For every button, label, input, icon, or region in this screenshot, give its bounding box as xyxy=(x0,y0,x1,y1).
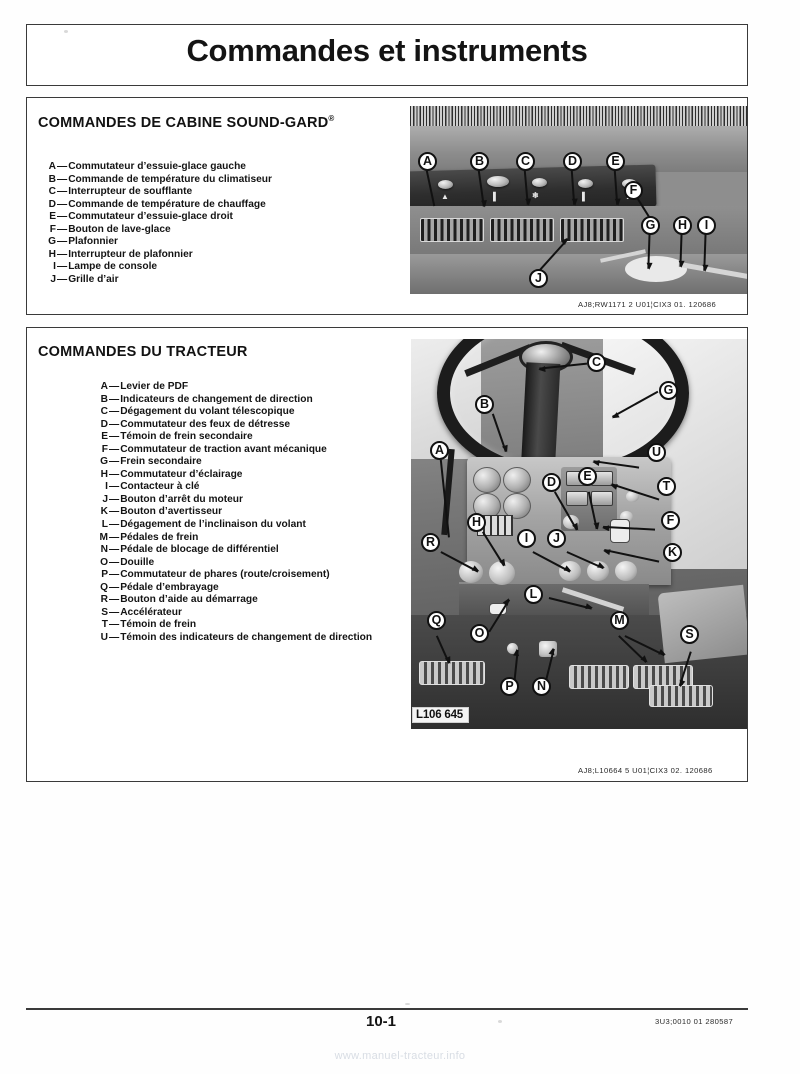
legend-item xyxy=(93,557,372,570)
callout-S: S xyxy=(680,625,699,644)
legend-item xyxy=(41,249,272,262)
site-watermark: www.manuel-tracteur.info xyxy=(334,1050,466,1062)
legend-item xyxy=(93,544,372,557)
legend-item xyxy=(41,261,272,274)
gauge-top-left xyxy=(473,467,501,493)
legend-dash: — xyxy=(109,493,120,505)
callout-E: E xyxy=(606,152,625,171)
callout-D: D xyxy=(563,152,582,171)
legend-text: Frein secondaire xyxy=(120,456,202,468)
callout-G: G xyxy=(641,216,660,235)
callout-J: J xyxy=(529,269,548,288)
legend-item xyxy=(41,199,272,212)
fan-icon: ❄ xyxy=(532,191,539,200)
legend-key: C xyxy=(100,406,108,418)
legend-text: Bouton d’arrêt du moteur xyxy=(120,493,243,505)
brake-pedal-left xyxy=(569,665,629,689)
legend-key: R xyxy=(100,594,108,606)
legend-key: E xyxy=(101,431,108,443)
callout-L: L xyxy=(524,585,543,604)
legend-item xyxy=(93,444,372,457)
legend-item xyxy=(93,607,372,620)
ac-temperature-knob xyxy=(487,176,509,187)
legend-text: Pédale d’embrayage xyxy=(120,581,219,593)
legend-dash: — xyxy=(57,236,68,248)
registered-trademark-icon: ® xyxy=(328,114,335,123)
legend-key: K xyxy=(100,506,108,518)
legend-item xyxy=(93,619,372,632)
callout-D: D xyxy=(542,473,561,492)
legend-item xyxy=(41,224,272,237)
legend-key: O xyxy=(100,556,108,568)
callout-T: T xyxy=(657,477,676,496)
scan-speck xyxy=(498,1020,502,1023)
legend-dash: — xyxy=(109,556,120,568)
legend-text: Témoin de frein secondaire xyxy=(120,431,253,443)
legend-text: Commutateur d’essuie-glace gauche xyxy=(68,161,246,172)
legend-key: B xyxy=(100,393,108,405)
legend-text: Commutateur d’essuie-glace droit xyxy=(68,211,233,223)
blower-switch-knob xyxy=(532,178,547,187)
indicator-lamp-B xyxy=(566,491,588,506)
legend-text: Bouton d’aide au démarrage xyxy=(120,594,258,606)
legend-dash: — xyxy=(109,418,120,430)
section-1-heading xyxy=(38,114,334,131)
legend-dash: — xyxy=(109,606,120,618)
callout-Q: Q xyxy=(427,611,446,630)
page-title: Commandes et instruments xyxy=(186,33,588,68)
legend-text: Pédales de frein xyxy=(120,531,199,543)
legend-key: S xyxy=(101,606,108,618)
legend-item xyxy=(93,632,372,645)
section-1-heading-text: COMMANDES DE CABINE SOUND-GARD xyxy=(38,114,329,131)
legend-dash: — xyxy=(57,261,68,273)
legend-text: Commutateur de phares (route/croisement) xyxy=(120,569,330,581)
figure-tractor-cab-photo xyxy=(411,339,747,729)
air-grille-right xyxy=(560,218,624,242)
legend-dash: — xyxy=(57,248,68,260)
legend-text: Interrupteur de soufflante xyxy=(68,186,193,198)
section-2-heading-text: COMMANDES DU TRACTEUR xyxy=(38,344,248,360)
legend-item xyxy=(41,174,272,187)
legend-dash: — xyxy=(57,161,68,172)
legend-dash: — xyxy=(109,519,120,531)
legend-key: U xyxy=(100,631,108,643)
legend-item xyxy=(93,419,372,432)
legend-dash: — xyxy=(109,631,120,643)
callout-B: B xyxy=(475,395,494,414)
legend-key: I xyxy=(53,261,56,273)
legend-dash: — xyxy=(109,443,120,455)
callout-I: I xyxy=(517,529,536,548)
legend-key: G xyxy=(48,236,56,248)
callout-H: H xyxy=(673,216,692,235)
legend-item xyxy=(93,381,372,394)
legend-key: F xyxy=(49,223,56,235)
legend-text: Interrupteur de plafonnier xyxy=(68,248,193,260)
callout-O: O xyxy=(470,624,489,643)
legend-dash: — xyxy=(109,456,120,468)
mfwd-switch xyxy=(610,519,630,543)
legend-dash: — xyxy=(57,173,68,185)
legend-item xyxy=(41,236,272,249)
callout-H: H xyxy=(467,513,486,532)
legend-item xyxy=(93,394,372,407)
callout-F: F xyxy=(624,181,643,200)
legend-text: Témoin de frein xyxy=(120,619,197,631)
air-grille-left xyxy=(420,218,484,242)
legend-text: Bouton de lave-glace xyxy=(68,223,171,235)
legend-key: C xyxy=(48,186,56,198)
legend-key: J xyxy=(50,273,56,285)
legend-key: D xyxy=(48,198,56,210)
section-2-heading xyxy=(38,344,248,360)
legend-key: A xyxy=(100,381,108,392)
callout-C: C xyxy=(587,353,606,372)
legend-list-tractor xyxy=(93,381,372,644)
legend-text: Levier de PDF xyxy=(120,381,189,392)
legend-item xyxy=(41,186,272,199)
legend-dash: — xyxy=(109,431,120,443)
horn-button xyxy=(615,561,637,581)
cabin-roof-grille xyxy=(410,106,747,128)
callout-R: R xyxy=(421,533,440,552)
legend-item xyxy=(93,594,372,607)
callout-E: E xyxy=(578,467,597,486)
legend-key: T xyxy=(101,619,108,631)
clutch-pedal xyxy=(419,661,485,685)
wiper-switch-left-knob xyxy=(438,180,453,189)
callout-N: N xyxy=(532,677,551,696)
legend-item xyxy=(93,469,372,482)
legend-item xyxy=(93,532,372,545)
legend-item xyxy=(93,582,372,595)
legend-key: G xyxy=(100,456,108,468)
legend-key: A xyxy=(48,161,56,172)
legend-dash: — xyxy=(57,186,68,198)
callout-B: B xyxy=(470,152,489,171)
callout-M: M xyxy=(610,611,629,630)
legend-item xyxy=(41,161,272,174)
legend-dash: — xyxy=(57,223,68,235)
air-grille-center xyxy=(490,218,554,242)
legend-text: Témoin des indicateurs de changement de direction xyxy=(120,631,373,643)
legend-dash: — xyxy=(109,393,120,405)
legend-key: L xyxy=(101,519,108,531)
indicator-lamp-C xyxy=(591,491,613,506)
title-frame xyxy=(26,24,748,86)
legend-dash: — xyxy=(109,468,120,480)
cabin-interior-floor xyxy=(410,254,747,294)
legend-text: Plafonnier xyxy=(68,236,119,248)
footer-document-code: 3U3;0010 01 280587 xyxy=(655,1017,734,1026)
callout-F: F xyxy=(661,511,680,530)
legend-text: Douille xyxy=(120,556,155,568)
legend-key: D xyxy=(100,418,108,430)
legend-dash: — xyxy=(57,273,68,285)
callout-C: C xyxy=(516,152,535,171)
legend-item xyxy=(93,406,372,419)
legend-dash: — xyxy=(57,198,68,210)
legend-key: Q xyxy=(100,581,108,593)
figure-1-caption: AJ8;RW1171 2 U01¦CIX3 01. 120686 xyxy=(578,300,717,309)
footer-divider xyxy=(26,1008,748,1010)
legend-dash: — xyxy=(109,544,120,556)
legend-key: P xyxy=(101,569,108,581)
right-fender xyxy=(658,585,747,664)
legend-item xyxy=(93,494,372,507)
legend-text: Grille d’air xyxy=(68,273,119,285)
legend-item xyxy=(93,456,372,469)
legend-text: Accélérateur xyxy=(120,606,182,618)
legend-dash: — xyxy=(109,381,120,392)
legend-item xyxy=(93,569,372,582)
figure-2-caption: AJ8;L10664 5 U01¦CIX3 02. 120686 xyxy=(578,766,713,775)
heater-temperature-knob xyxy=(578,179,593,188)
callout-K: K xyxy=(663,543,682,562)
callout-P: P xyxy=(500,677,519,696)
legend-item xyxy=(41,211,272,224)
legend-item xyxy=(93,519,372,532)
legend-list-cabin xyxy=(41,161,272,286)
legend-dash: — xyxy=(57,211,68,223)
legend-item xyxy=(41,274,272,287)
callout-A: A xyxy=(430,441,449,460)
callout-A: A xyxy=(418,152,437,171)
legend-text: Commande de température du climatiseur xyxy=(68,173,272,185)
legend-dash: — xyxy=(109,594,120,606)
legend-item xyxy=(93,431,372,444)
callout-U: U xyxy=(647,443,666,462)
legend-key: N xyxy=(100,544,108,556)
legend-text: Commutateur d’éclairage xyxy=(120,468,243,480)
legend-key: I xyxy=(105,481,108,493)
scan-speck xyxy=(405,1003,410,1005)
legend-dash: — xyxy=(109,581,120,593)
scan-speck xyxy=(64,30,68,33)
legend-text: Commutateur des feux de détresse xyxy=(120,418,291,430)
throttle-pedal xyxy=(649,685,713,707)
callout-J: J xyxy=(547,529,566,548)
legend-dash: — xyxy=(109,531,120,543)
legend-dash: — xyxy=(109,506,120,518)
legend-key: B xyxy=(48,173,56,185)
legend-dash: — xyxy=(109,481,120,493)
legend-text: Dégagement du volant télescopique xyxy=(120,406,295,418)
legend-key: F xyxy=(101,443,108,455)
legend-item xyxy=(93,506,372,519)
legend-text: Lampe de console xyxy=(68,261,158,273)
legend-dash: — xyxy=(109,619,120,631)
legend-text: Pédale de blocage de différentiel xyxy=(120,544,279,556)
callout-G: G xyxy=(659,381,678,400)
legend-text: Indicateurs de changement de direction xyxy=(120,393,313,405)
legend-text: Commutateur de traction avant mécanique xyxy=(120,443,327,455)
gauge-top-right xyxy=(503,467,531,493)
figure-cabin-console-photo: ▲ ▌ ❄ ▌ A B C D E F G H I J xyxy=(410,106,747,294)
legend-item xyxy=(93,481,372,494)
legend-dash: — xyxy=(109,569,120,581)
figure-id-tag: L106 645 xyxy=(412,707,469,723)
legend-key: M xyxy=(99,531,108,543)
legend-text: Commande de température de chauffage xyxy=(68,198,266,210)
legend-text: Contacteur à clé xyxy=(120,481,200,493)
legend-key: E xyxy=(49,211,56,223)
legend-dash: — xyxy=(109,406,120,418)
legend-text: Dégagement de l’inclinaison du volant xyxy=(120,519,306,531)
callout-I: I xyxy=(697,216,716,235)
legend-text: Bouton d’avertisseur xyxy=(120,506,223,518)
legend-key: H xyxy=(100,468,108,480)
page-number: 10-1 xyxy=(366,1013,397,1030)
legend-key: J xyxy=(102,493,108,505)
legend-key: H xyxy=(48,248,56,260)
